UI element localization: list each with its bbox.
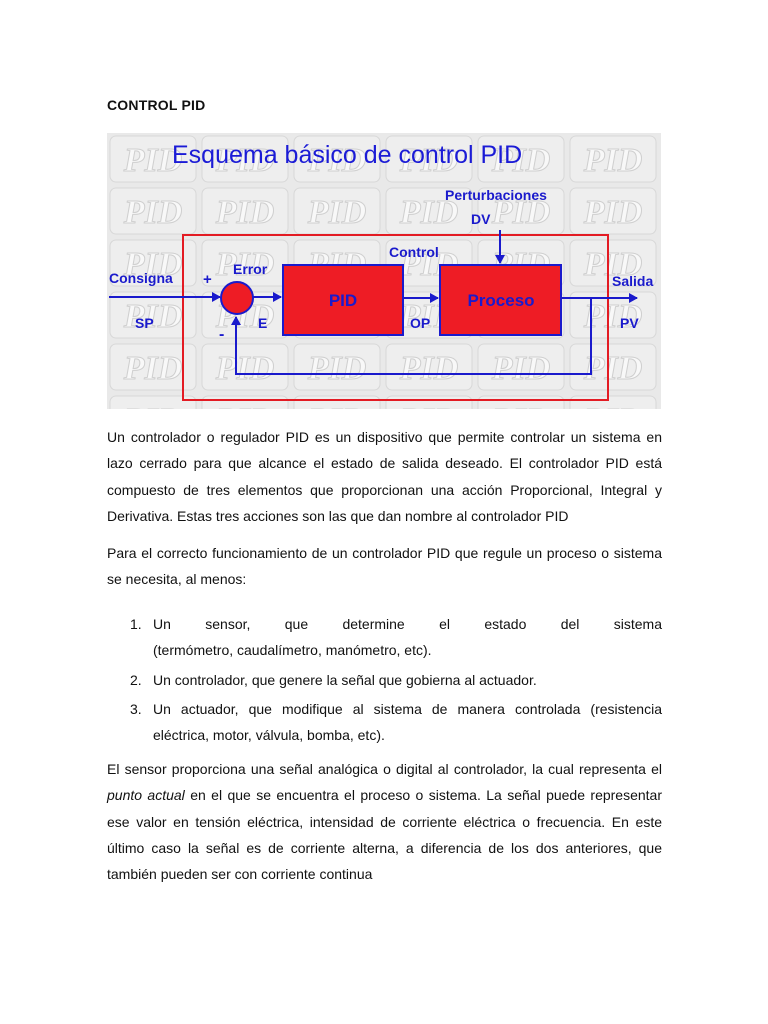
diagram-title: Esquema básico de control PID (172, 141, 523, 169)
out-abbr: PV (620, 315, 639, 331)
disturbance-abbr: DV (471, 211, 491, 227)
error-label: Error (233, 261, 268, 277)
pid-diagram (107, 133, 661, 409)
sensor-paragraph-text-continued: en el que se encuentra el proceso o sistema. La señal puede representar ese valor en tensión eléctrica, intensidad de corriente eléctrica o frecuencia. En este último caso la señal es de corriente alterna, a diferencia de los dos anteriores, que también pueden ser con corriente continua (107, 787, 662, 883)
list-item-number: 1. (130, 616, 142, 632)
plus-sign: + (203, 271, 212, 288)
minus-sign: - (219, 326, 225, 343)
sensor-paragraph-text: El sensor proporciona una señal analógica o digital al controlador, la cual representa el (107, 761, 662, 777)
requirements-list (130, 611, 662, 751)
list-item-text: Un actuador, que modifique al sistema de manera controlada (resistencia eléctrica, motor, válvula, bomba, etc). (153, 700, 662, 744)
out-label: Salida (612, 273, 654, 289)
control-label: Control (389, 244, 439, 260)
list-item-text: Un controlador, que genere la señal que gobierna al actuador. (153, 671, 537, 688)
emphasis-text: punto actual (107, 787, 185, 804)
intro-paragraph: Un controlador o regulador PID es un dispositivo que permite controlar un sistema en lazo cerrado para que alcance el estado de salida deseado. El controlador PID está compuesto de tres elementos que proporcionan una acción Proporcional, Integral y Derivativa. Estas tres acciones son las que dan nombre al controlador PID (107, 429, 662, 524)
output-abbr: OP (410, 315, 431, 331)
pid-block-label: PID (328, 291, 358, 310)
setpoint-abbr: SP (135, 315, 154, 331)
list-item-number: 3. (130, 700, 142, 717)
list-item (130, 611, 662, 664)
list-item (130, 667, 662, 693)
list-item (130, 696, 662, 749)
list-item-text-continued: (termómetro, caudalímetro, manómetro, etc). (153, 642, 432, 659)
list-item-text: Un sensor, que determine el estado del sistema (153, 616, 662, 632)
error-abbr: E (258, 315, 268, 331)
process-block-label: Proceso (467, 291, 535, 310)
sensor-paragraph (107, 756, 662, 887)
requirements-paragraph: Para el correcto funcionamiento de un controlador PID que regule un proceso o sistema se necesita, al menos: (107, 545, 662, 588)
page-heading: CONTROL PID (107, 97, 206, 113)
disturbance-label: Perturbaciones (445, 187, 547, 203)
list-item-number: 2. (130, 671, 142, 688)
setpoint-label: Consigna (109, 270, 173, 286)
summing-junction (221, 282, 253, 314)
